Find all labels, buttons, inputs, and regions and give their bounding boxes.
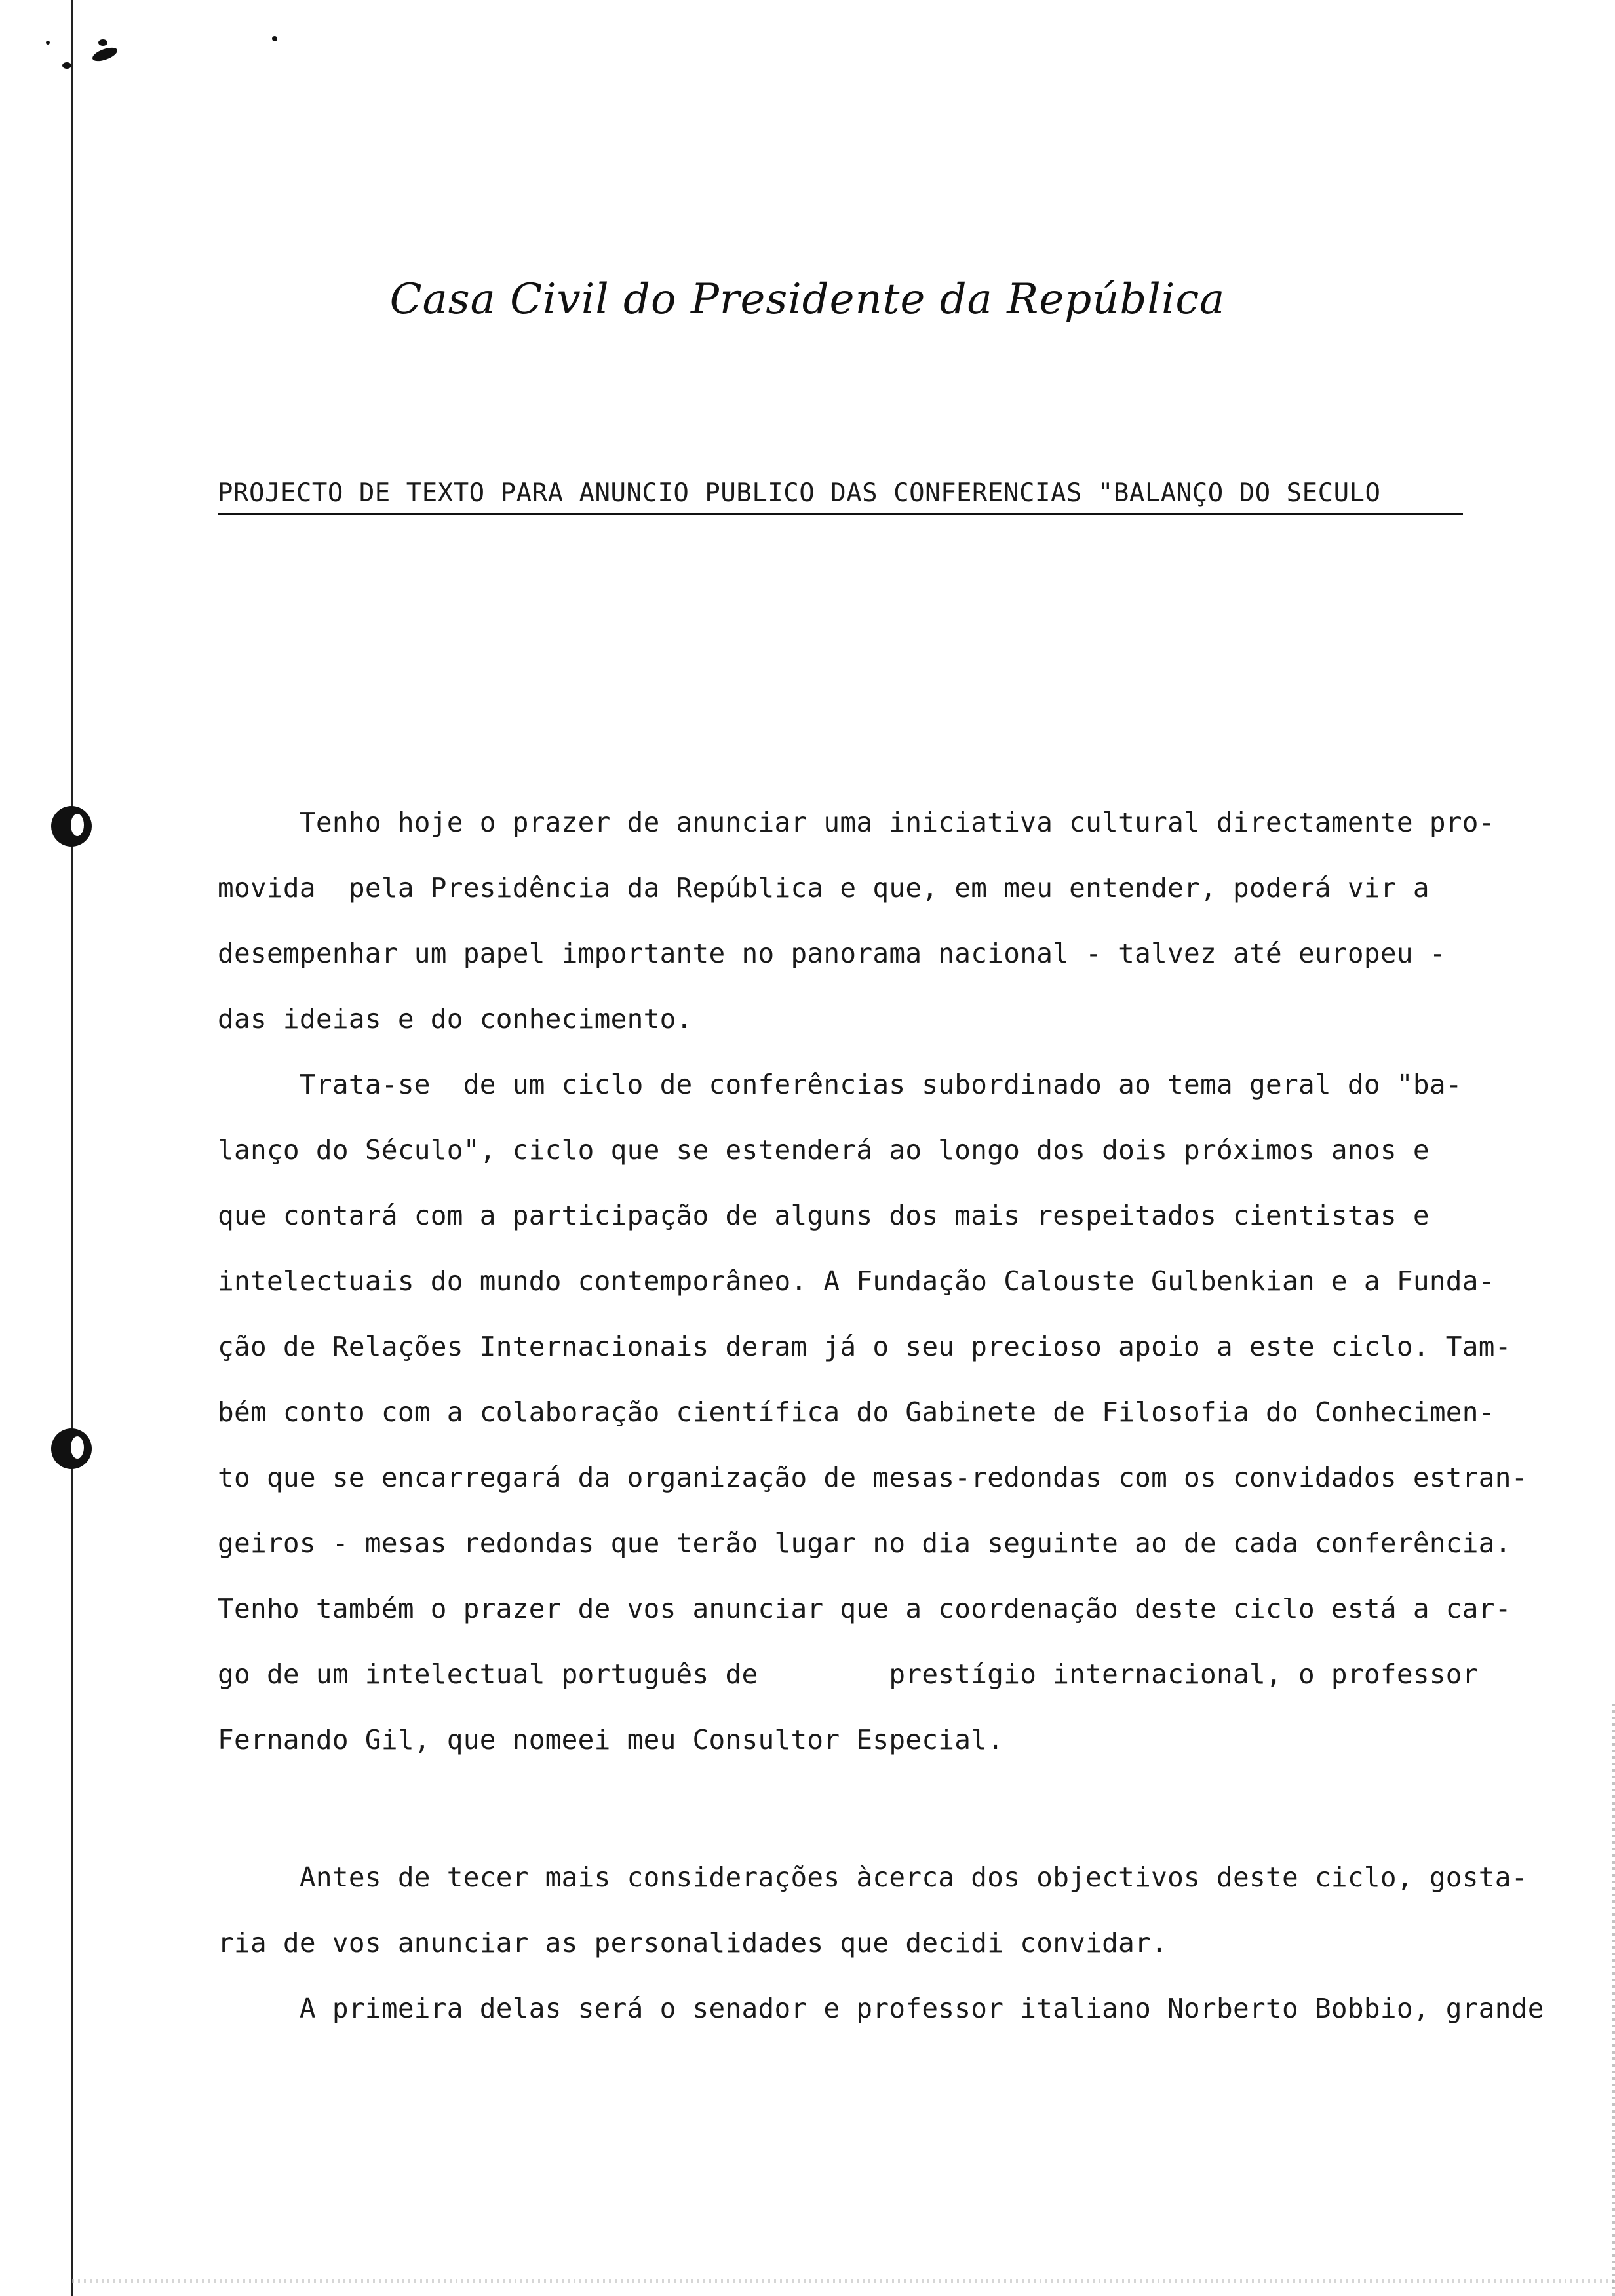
text-line: desempenhar um papel importante no panorama nacional - talvez até europeu - bbox=[218, 938, 1446, 969]
text-line: ção de Relações Internacionais deram já o seu precioso apoio a este ciclo. Tam- bbox=[218, 1331, 1511, 1362]
scan-speck bbox=[90, 45, 119, 64]
text-line: bém conto com a colaboração científica do Gabinete de Filosofia do Conhecimen- bbox=[218, 1396, 1495, 1428]
text-line: geiros - mesas redondas que terão lugar no dia seguinte ao de cada conferência. bbox=[218, 1527, 1511, 1559]
text-line: das ideias e do conhecimento. bbox=[218, 1003, 693, 1035]
text-line: Tenho também o prazer de vos anunciar que a coordenação deste ciclo está a car- bbox=[218, 1593, 1511, 1624]
text-line: Fernando Gil, que nomeei meu Consultor Especial. bbox=[218, 1724, 1004, 1755]
punch-hole-icon bbox=[51, 1428, 92, 1469]
binding-margin-line bbox=[71, 0, 73, 2296]
paragraph-3 bbox=[218, 1845, 1528, 1976]
scan-speck bbox=[62, 62, 71, 69]
text-line: Antes de tecer mais considerações àcerca dos objectivos deste ciclo, gosta- bbox=[218, 1862, 1528, 1893]
text-line: Trata-se de um ciclo de conferências subordinado ao tema geral do "ba- bbox=[218, 1069, 1462, 1100]
text-line: ria de vos anunciar as personalidades que decidi convidar. bbox=[218, 1927, 1168, 1959]
paragraph-1 bbox=[218, 790, 1528, 1052]
paragraph-2 bbox=[218, 1052, 1528, 1772]
document-title: PROJECTO DE TEXTO PARA ANUNCIO PUBLICO DAS CONFERENCIAS "BALANÇO DO SECULO bbox=[218, 478, 1463, 515]
text-line: to que se encarregará da organização de mesas-redondas com os convidados estran- bbox=[218, 1462, 1528, 1493]
text-line: lanço do Século", ciclo que se estenderá ao longo dos dois próximos anos e bbox=[218, 1134, 1430, 1166]
text-line: movida pela Presidência da República e que, em meu entender, poderá vir a bbox=[218, 872, 1430, 904]
text-line: que contará com a participação de alguns dos mais respeitados cientistas e bbox=[218, 1200, 1430, 1231]
scan-speck bbox=[272, 36, 277, 41]
scan-right-edge bbox=[1612, 1704, 1615, 2296]
punch-hole-icon bbox=[51, 806, 92, 847]
letterhead: Casa Civil do Presidente da República bbox=[389, 275, 1226, 324]
scan-speck bbox=[98, 39, 107, 46]
scan-bottom-edge bbox=[72, 2279, 1615, 2283]
text-line: A primeira delas será o senador e professor italiano Norberto Bobbio, grande bbox=[218, 1993, 1544, 2024]
scan-speck bbox=[46, 41, 50, 45]
text-line: intelectuais do mundo contemporâneo. A Fundação Calouste Gulbenkian e a Funda- bbox=[218, 1265, 1495, 1297]
text-line: go de um intelectual português de prestígio internacional, o professor bbox=[218, 1658, 1479, 1690]
text-line: Tenho hoje o prazer de anunciar uma iniciativa cultural directamente pro- bbox=[218, 807, 1495, 838]
paragraph-4 bbox=[218, 1976, 1544, 2041]
